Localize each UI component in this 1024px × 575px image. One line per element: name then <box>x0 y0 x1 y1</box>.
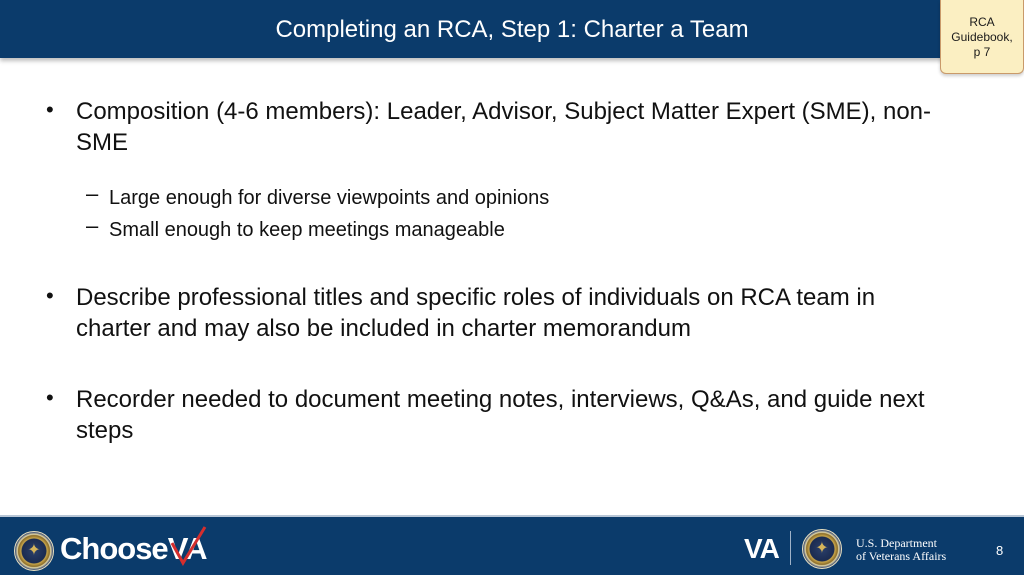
bullet-recorder <box>40 384 940 446</box>
choose-va-check-icon <box>169 525 209 571</box>
subbullet-text: Large enough for diverse viewpoints and opinions <box>109 187 550 209</box>
subbullet-large-enough <box>40 182 940 214</box>
note-line-3: p 7 <box>973 45 991 59</box>
va-logo: VA <box>744 533 779 564</box>
page-number: 8 <box>996 543 1004 558</box>
bullet-marker: • <box>46 97 54 122</box>
subbullet-marker: – <box>86 213 99 238</box>
note-line-2: Guidebook, <box>951 30 1013 44</box>
subbullet-marker: – <box>86 181 99 206</box>
choose-text: Choose <box>60 531 168 566</box>
note-line-1: RCA <box>969 15 995 29</box>
slide-title: Completing an RCA, Step 1: Charter a Team <box>275 16 749 43</box>
subbullet-small-enough <box>40 214 940 246</box>
slide-body <box>40 96 940 446</box>
va-seal-icon: ✦ <box>802 529 842 569</box>
footer-bar <box>0 515 1024 575</box>
subbullet-text: Small enough to keep meetings manageable <box>109 219 505 241</box>
logo-divider <box>790 531 791 565</box>
va-seal-icon: ✦ <box>14 531 54 571</box>
bullet-marker: • <box>46 385 54 410</box>
bullet-marker: • <box>46 283 54 308</box>
bullet-text: Describe professional titles and specific roles of individuals on RCA team in charter and may also be included in charter memorandum <box>76 284 876 342</box>
title-bar <box>0 0 1024 58</box>
choose-va-text: VA <box>167 531 207 566</box>
bullet-professional-titles <box>40 282 940 344</box>
guidebook-reference-note <box>940 0 1024 74</box>
department-name: U.S. Department of Veterans Affairs <box>856 536 947 563</box>
bullet-composition <box>40 96 940 158</box>
bullet-text: Composition (4-6 members): Leader, Advisor, Subject Matter Expert (SME), non-SME <box>76 98 932 156</box>
bullet-text: Recorder needed to document meeting notes, interviews, Q&As, and guide next steps <box>76 386 925 444</box>
